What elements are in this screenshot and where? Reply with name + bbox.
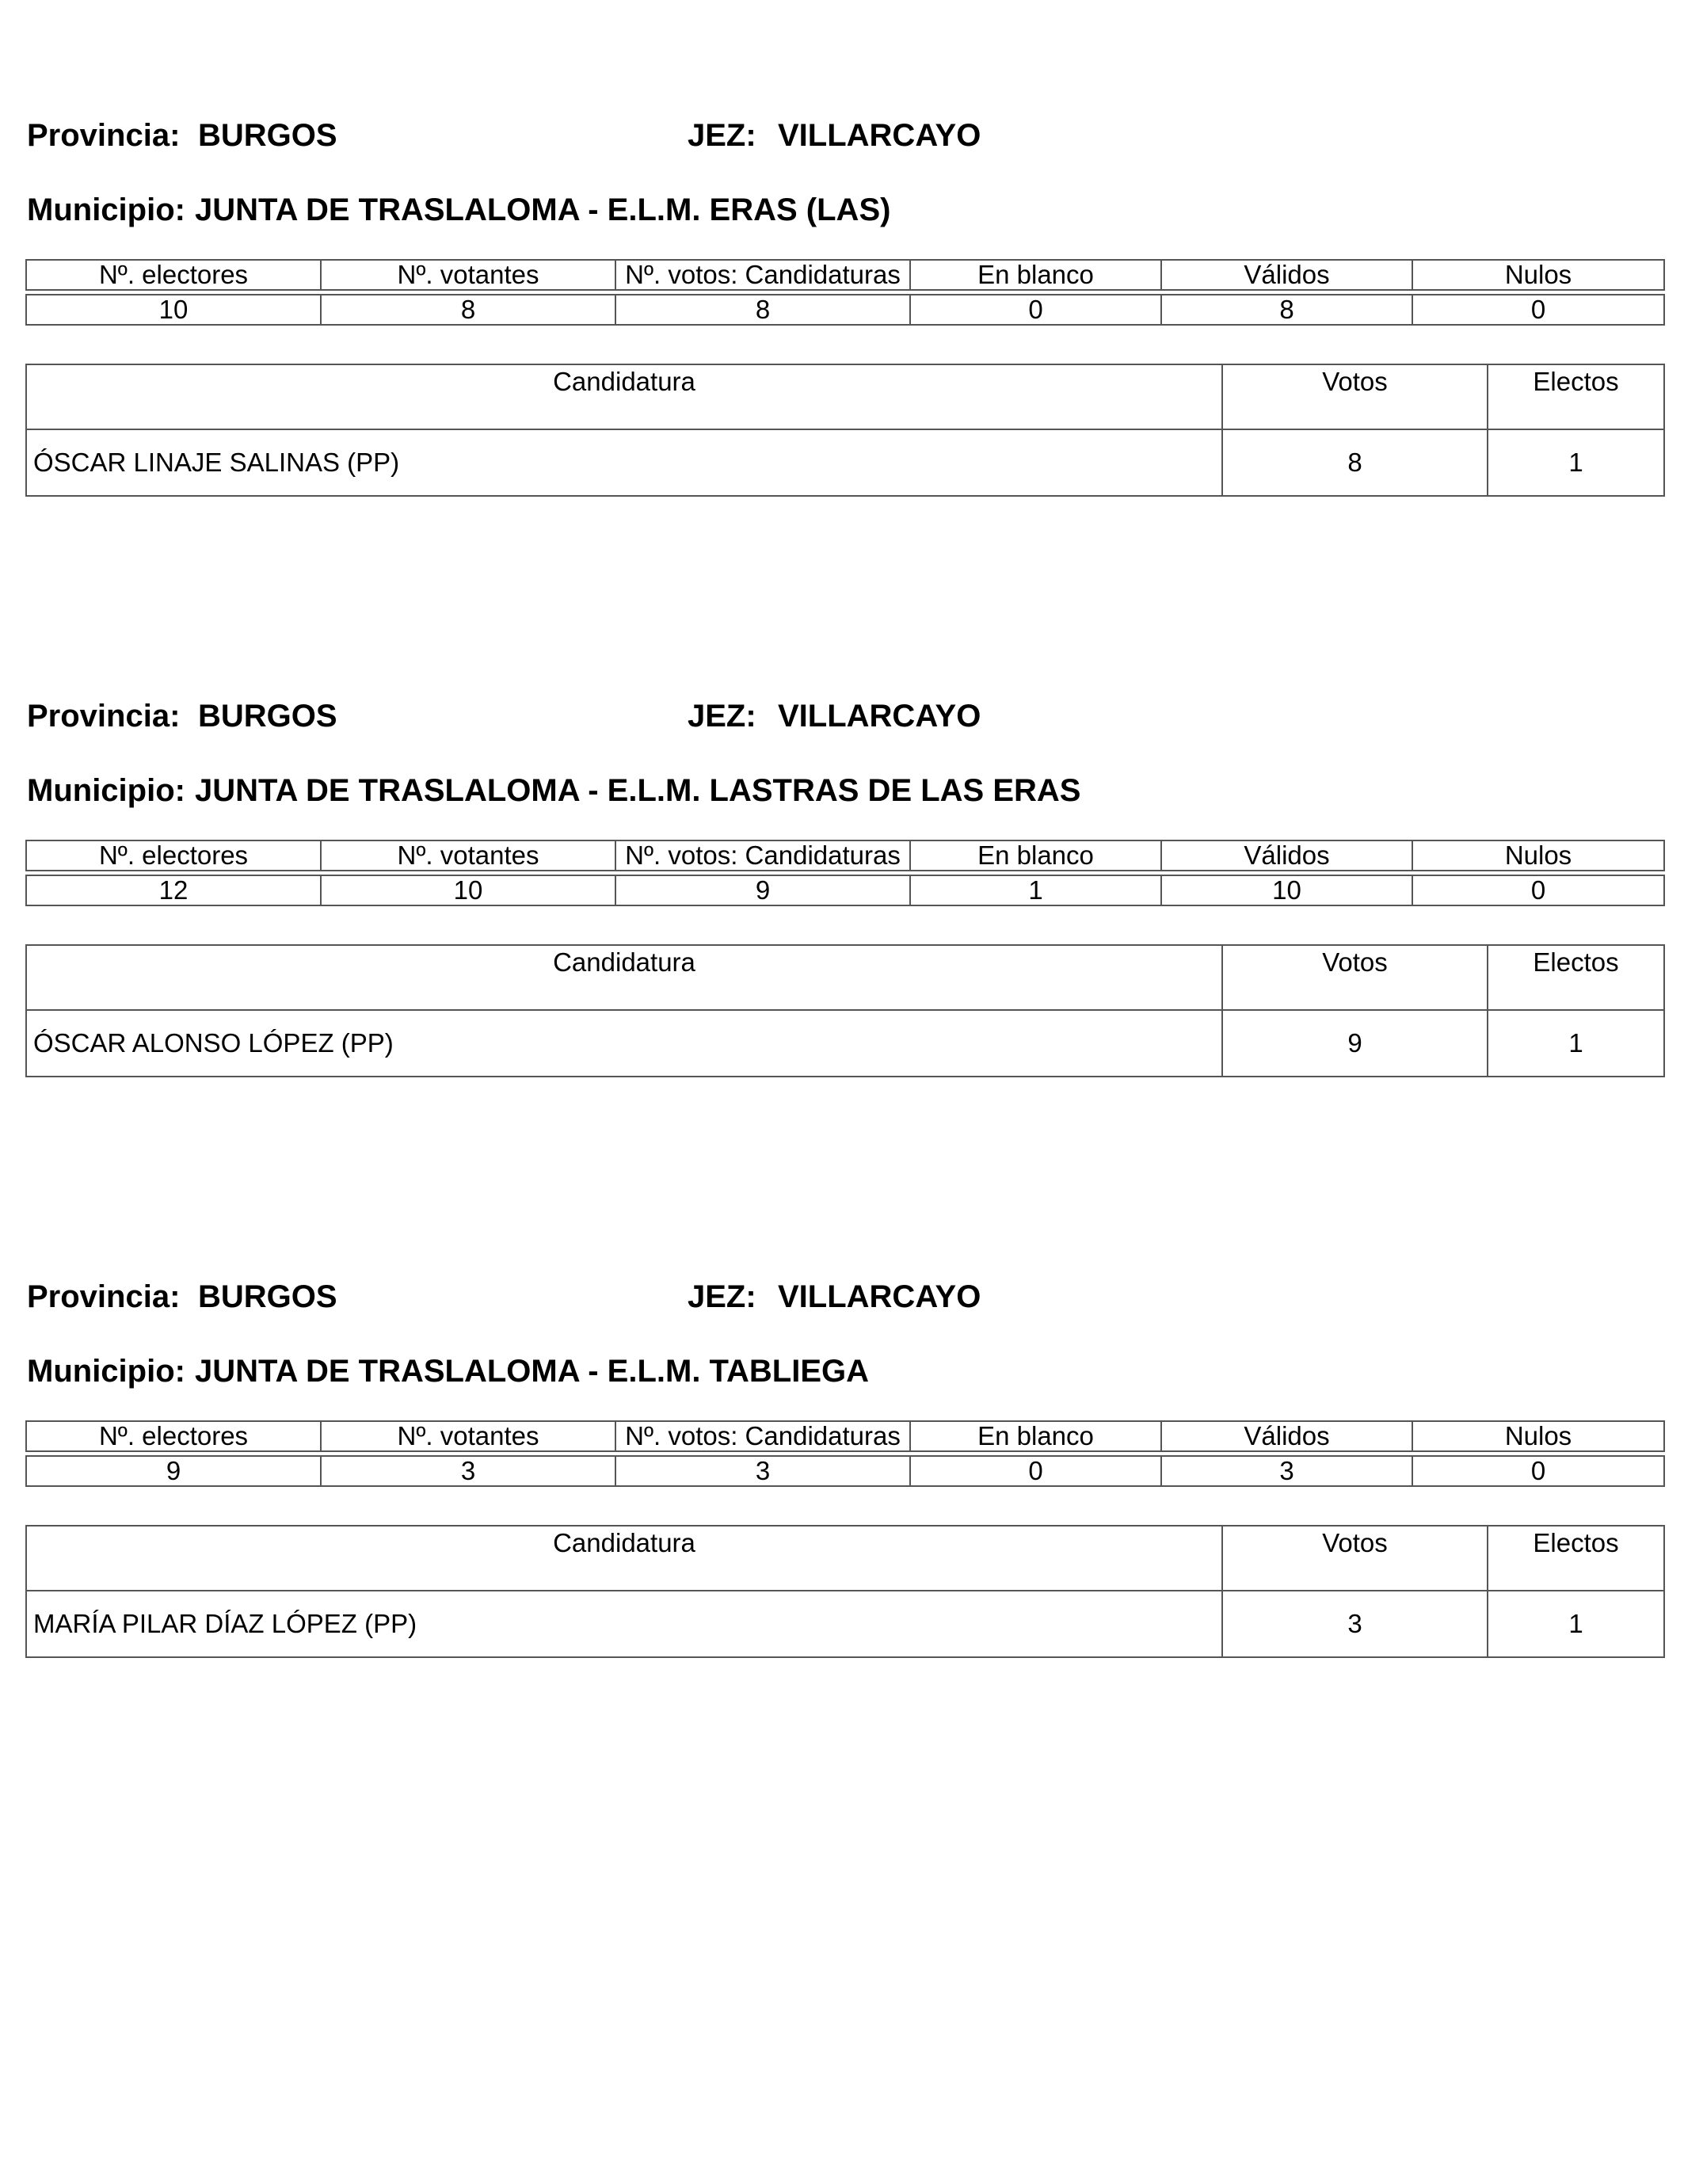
stats-header: Nº. electores: [26, 840, 321, 871]
votos-header: Votos: [1222, 945, 1488, 1010]
municipio-line: [27, 768, 1080, 813]
stats-value: 8: [615, 295, 910, 325]
provincia-value: BURGOS: [198, 1279, 337, 1314]
municipio-label: Municipio:: [27, 192, 185, 227]
municipio-line: [27, 188, 890, 232]
municipio-line: [27, 1349, 869, 1393]
candidate-name: ÓSCAR ALONSO LÓPEZ (PP): [26, 1010, 1222, 1077]
stats-header: Nº. votos: Candidaturas: [615, 1421, 910, 1451]
provincia-label: Provincia:: [27, 699, 181, 734]
stats-header: En blanco: [910, 260, 1161, 290]
header-line: [25, 694, 1134, 738]
jez-label: JEZ:: [688, 1279, 756, 1314]
stats-value: 1: [910, 875, 1161, 905]
stats-value: 9: [615, 875, 910, 905]
candidatura-header: Candidatura: [26, 945, 1222, 1010]
municipio-value: JUNTA DE TRASLALOMA - E.L.M. ERAS (LAS): [194, 192, 891, 227]
jez-value: VILLARCAYO: [778, 1279, 981, 1314]
candidate-row: [26, 429, 1664, 496]
stats-header: Nº. electores: [26, 260, 321, 290]
header-line: [25, 1275, 1134, 1319]
electos-header: Electos: [1488, 945, 1664, 1010]
stats-header: En blanco: [910, 1421, 1161, 1451]
stats-value: 12: [26, 875, 321, 905]
stats-value-row: [26, 295, 1664, 325]
stats-header: Nº. votantes: [321, 260, 615, 290]
stats-header: Nulos: [1412, 840, 1664, 871]
stats-header: Nº. votos: Candidaturas: [615, 840, 910, 871]
stats-value: 0: [1412, 1456, 1664, 1486]
jez-value: VILLARCAYO: [778, 118, 981, 153]
candidatura-header: Candidatura: [26, 1526, 1222, 1591]
stats-header: Nulos: [1412, 260, 1664, 290]
stats-value: 3: [615, 1456, 910, 1486]
stats-value: 0: [1412, 875, 1664, 905]
jez-label: JEZ:: [688, 118, 756, 153]
candidate-table: [25, 1525, 1665, 1658]
votos-header: Votos: [1222, 1526, 1488, 1591]
candidate-header-row: [26, 945, 1664, 1010]
candidate-votos: 3: [1222, 1591, 1488, 1657]
stats-value: 10: [26, 295, 321, 325]
stats-value: 8: [321, 295, 615, 325]
jez-value: VILLARCAYO: [778, 699, 981, 734]
municipio-label: Municipio:: [27, 773, 185, 808]
candidatura-header: Candidatura: [26, 364, 1222, 429]
stats-value: 0: [910, 1456, 1161, 1486]
electos-header: Electos: [1488, 364, 1664, 429]
votos-header: Votos: [1222, 364, 1488, 429]
candidate-row: [26, 1010, 1664, 1077]
candidate-header-row: [26, 1526, 1664, 1591]
stats-value-row: [26, 875, 1664, 905]
candidate-votos: 8: [1222, 429, 1488, 496]
candidate-electos: 1: [1488, 429, 1664, 496]
stats-header: Nº. votos: Candidaturas: [615, 260, 910, 290]
stats-value: 0: [1412, 295, 1664, 325]
stats-value: 0: [910, 295, 1161, 325]
stats-value: 9: [26, 1456, 321, 1486]
stats-header: Nº. electores: [26, 1421, 321, 1451]
candidate-name: ÓSCAR LINAJE SALINAS (PP): [26, 429, 1222, 496]
provincia-value: BURGOS: [198, 699, 337, 734]
candidate-table: [25, 944, 1665, 1077]
stats-header: Válidos: [1161, 260, 1412, 290]
stats-value: 10: [1161, 875, 1412, 905]
stats-table: [25, 1420, 1665, 1487]
candidate-row: [26, 1591, 1664, 1657]
candidate-table: [25, 364, 1665, 497]
stats-value: 3: [321, 1456, 615, 1486]
header-line: [25, 113, 1134, 158]
candidate-header-row: [26, 364, 1664, 429]
candidate-electos: 1: [1488, 1591, 1664, 1657]
stats-value: 8: [1161, 295, 1412, 325]
stats-value: 10: [321, 875, 615, 905]
provincia-value: BURGOS: [198, 118, 337, 153]
stats-header: Válidos: [1161, 1421, 1412, 1451]
stats-value-row: [26, 1456, 1664, 1486]
stats-table: [25, 259, 1665, 326]
provincia-label: Provincia:: [27, 1279, 181, 1314]
stats-table: [25, 840, 1665, 906]
stats-header-row: [26, 260, 1664, 290]
stats-header-row: [26, 840, 1664, 871]
stats-header: Nº. votantes: [321, 840, 615, 871]
provincia-label: Provincia:: [27, 118, 181, 153]
candidate-votos: 9: [1222, 1010, 1488, 1077]
stats-header: Válidos: [1161, 840, 1412, 871]
jez-label: JEZ:: [688, 699, 756, 734]
municipio-label: Municipio:: [27, 1354, 185, 1389]
municipio-value: JUNTA DE TRASLALOMA - E.L.M. LASTRAS DE LAS ERAS: [194, 773, 1081, 808]
stats-value: 3: [1161, 1456, 1412, 1486]
stats-header: Nº. votantes: [321, 1421, 615, 1451]
candidate-name: MARÍA PILAR DÍAZ LÓPEZ (PP): [26, 1591, 1222, 1657]
stats-header-row: [26, 1421, 1664, 1451]
stats-header: En blanco: [910, 840, 1161, 871]
stats-header: Nulos: [1412, 1421, 1664, 1451]
candidate-electos: 1: [1488, 1010, 1664, 1077]
municipio-value: JUNTA DE TRASLALOMA - E.L.M. TABLIEGA: [194, 1354, 870, 1389]
electos-header: Electos: [1488, 1526, 1664, 1591]
